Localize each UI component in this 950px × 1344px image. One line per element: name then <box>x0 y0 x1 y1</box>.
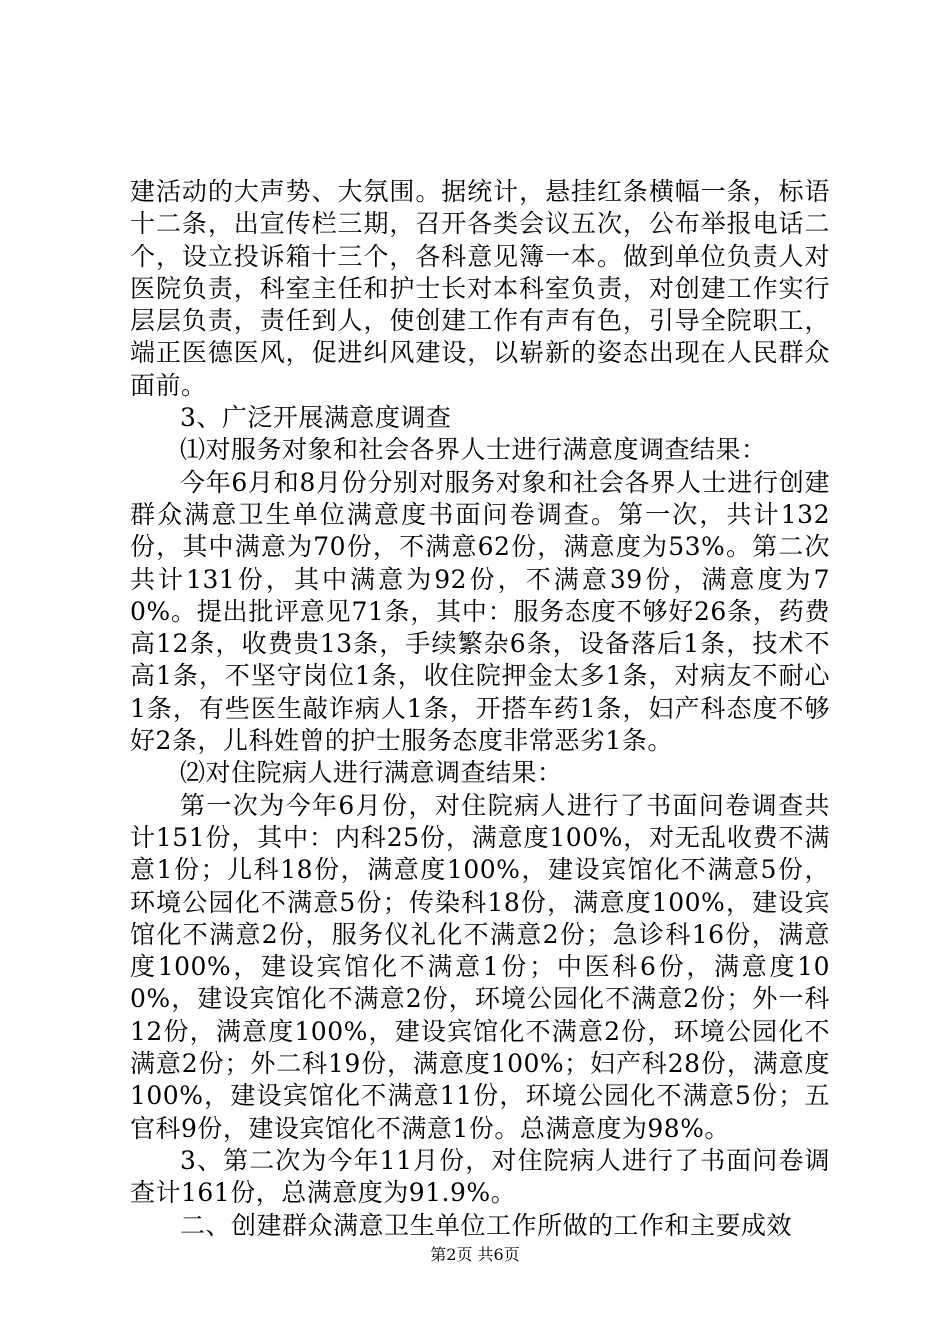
paragraph: 今年6月和8月份分别对服务对象和社会各界人士进行创建群众满意卫生单位满意度书面问卷调查。第一次，共计132份，其中满意为70份，不满意62份，满意度为53%。第二次共计131份，其中满意为92份，不满意39份，满意度为70%。提出批评意见71条，其中：服务态度不够好26条，药费高12条，收费贵13条，手续繁杂6条，设备落后1条，技术不高1条，不坚守岗位1条，收住院押金太多1条，对病友不耐心1条，有些医生敲诈病人1条，开搭车药1条，妇产科态度不够好2条，儿科姓曾的护士服务态度非常恶劣1条。 <box>130 467 830 756</box>
paragraph: 建活动的大声势、大氛围。据统计，悬挂红条横幅一条，标语十二条，出宣传栏三期，召开各类会议五次，公布举报电话二个，设立投诉箱十三个，各科意见簿一本。做到单位负责人对医院负责，科室主任和护士长对本科室负责，对创建工作实行层层负责，责任到人，使创建工作有声有色，引导全院职工，端正医德医风，促进纠风建设，以崭新的姿态出现在人民群众面前。 <box>130 177 830 400</box>
subsection-heading: ⑵对住院病人进行满意调查结果： <box>180 758 563 788</box>
subsection-heading: ⑴对服务对象和社会各界人士进行满意度调查结果： <box>180 435 767 465</box>
paragraph: 3、第二次为今年11月份，对住院病人进行了书面问卷调查计161份，总满意度为91.9%。 <box>130 1145 830 1208</box>
page-footer: 第2页 共6页 <box>430 1245 520 1264</box>
document-body <box>130 176 830 1242</box>
section-heading: 二、创建群众满意卫生单位工作所做的工作和主要成效 <box>180 1210 793 1240</box>
section-heading: 3、广泛开展满意度调查 <box>180 403 452 433</box>
paragraph: 第一次为今年6月份，对住院病人进行了书面问卷调查共计151份，其中：内科25份，满意度100%，对无乱收费不满意1份；儿科18份，满意度100%，建设宾馆化不满意5份，环境公园化不满意5份；传染科18份，满意度100%，建设宾馆化不满意2份，服务仪礼化不满意2份；急诊科16份，满意度100%，建设宾馆化不满意1份；中医科6份，满意度100%，建设宾馆化不满意2份，环境公园化不满意2份；外一科12份，满意度100%，建设宾馆化不满意2份，环境公园化不满意2份；外二科19份，满意度100%；妇产科28份，满意度100%，建设宾馆化不满意11份，环境公园化不满意5份；五官科9份，建设宾馆化不满意1份。总满意度为98%。 <box>130 790 830 1143</box>
